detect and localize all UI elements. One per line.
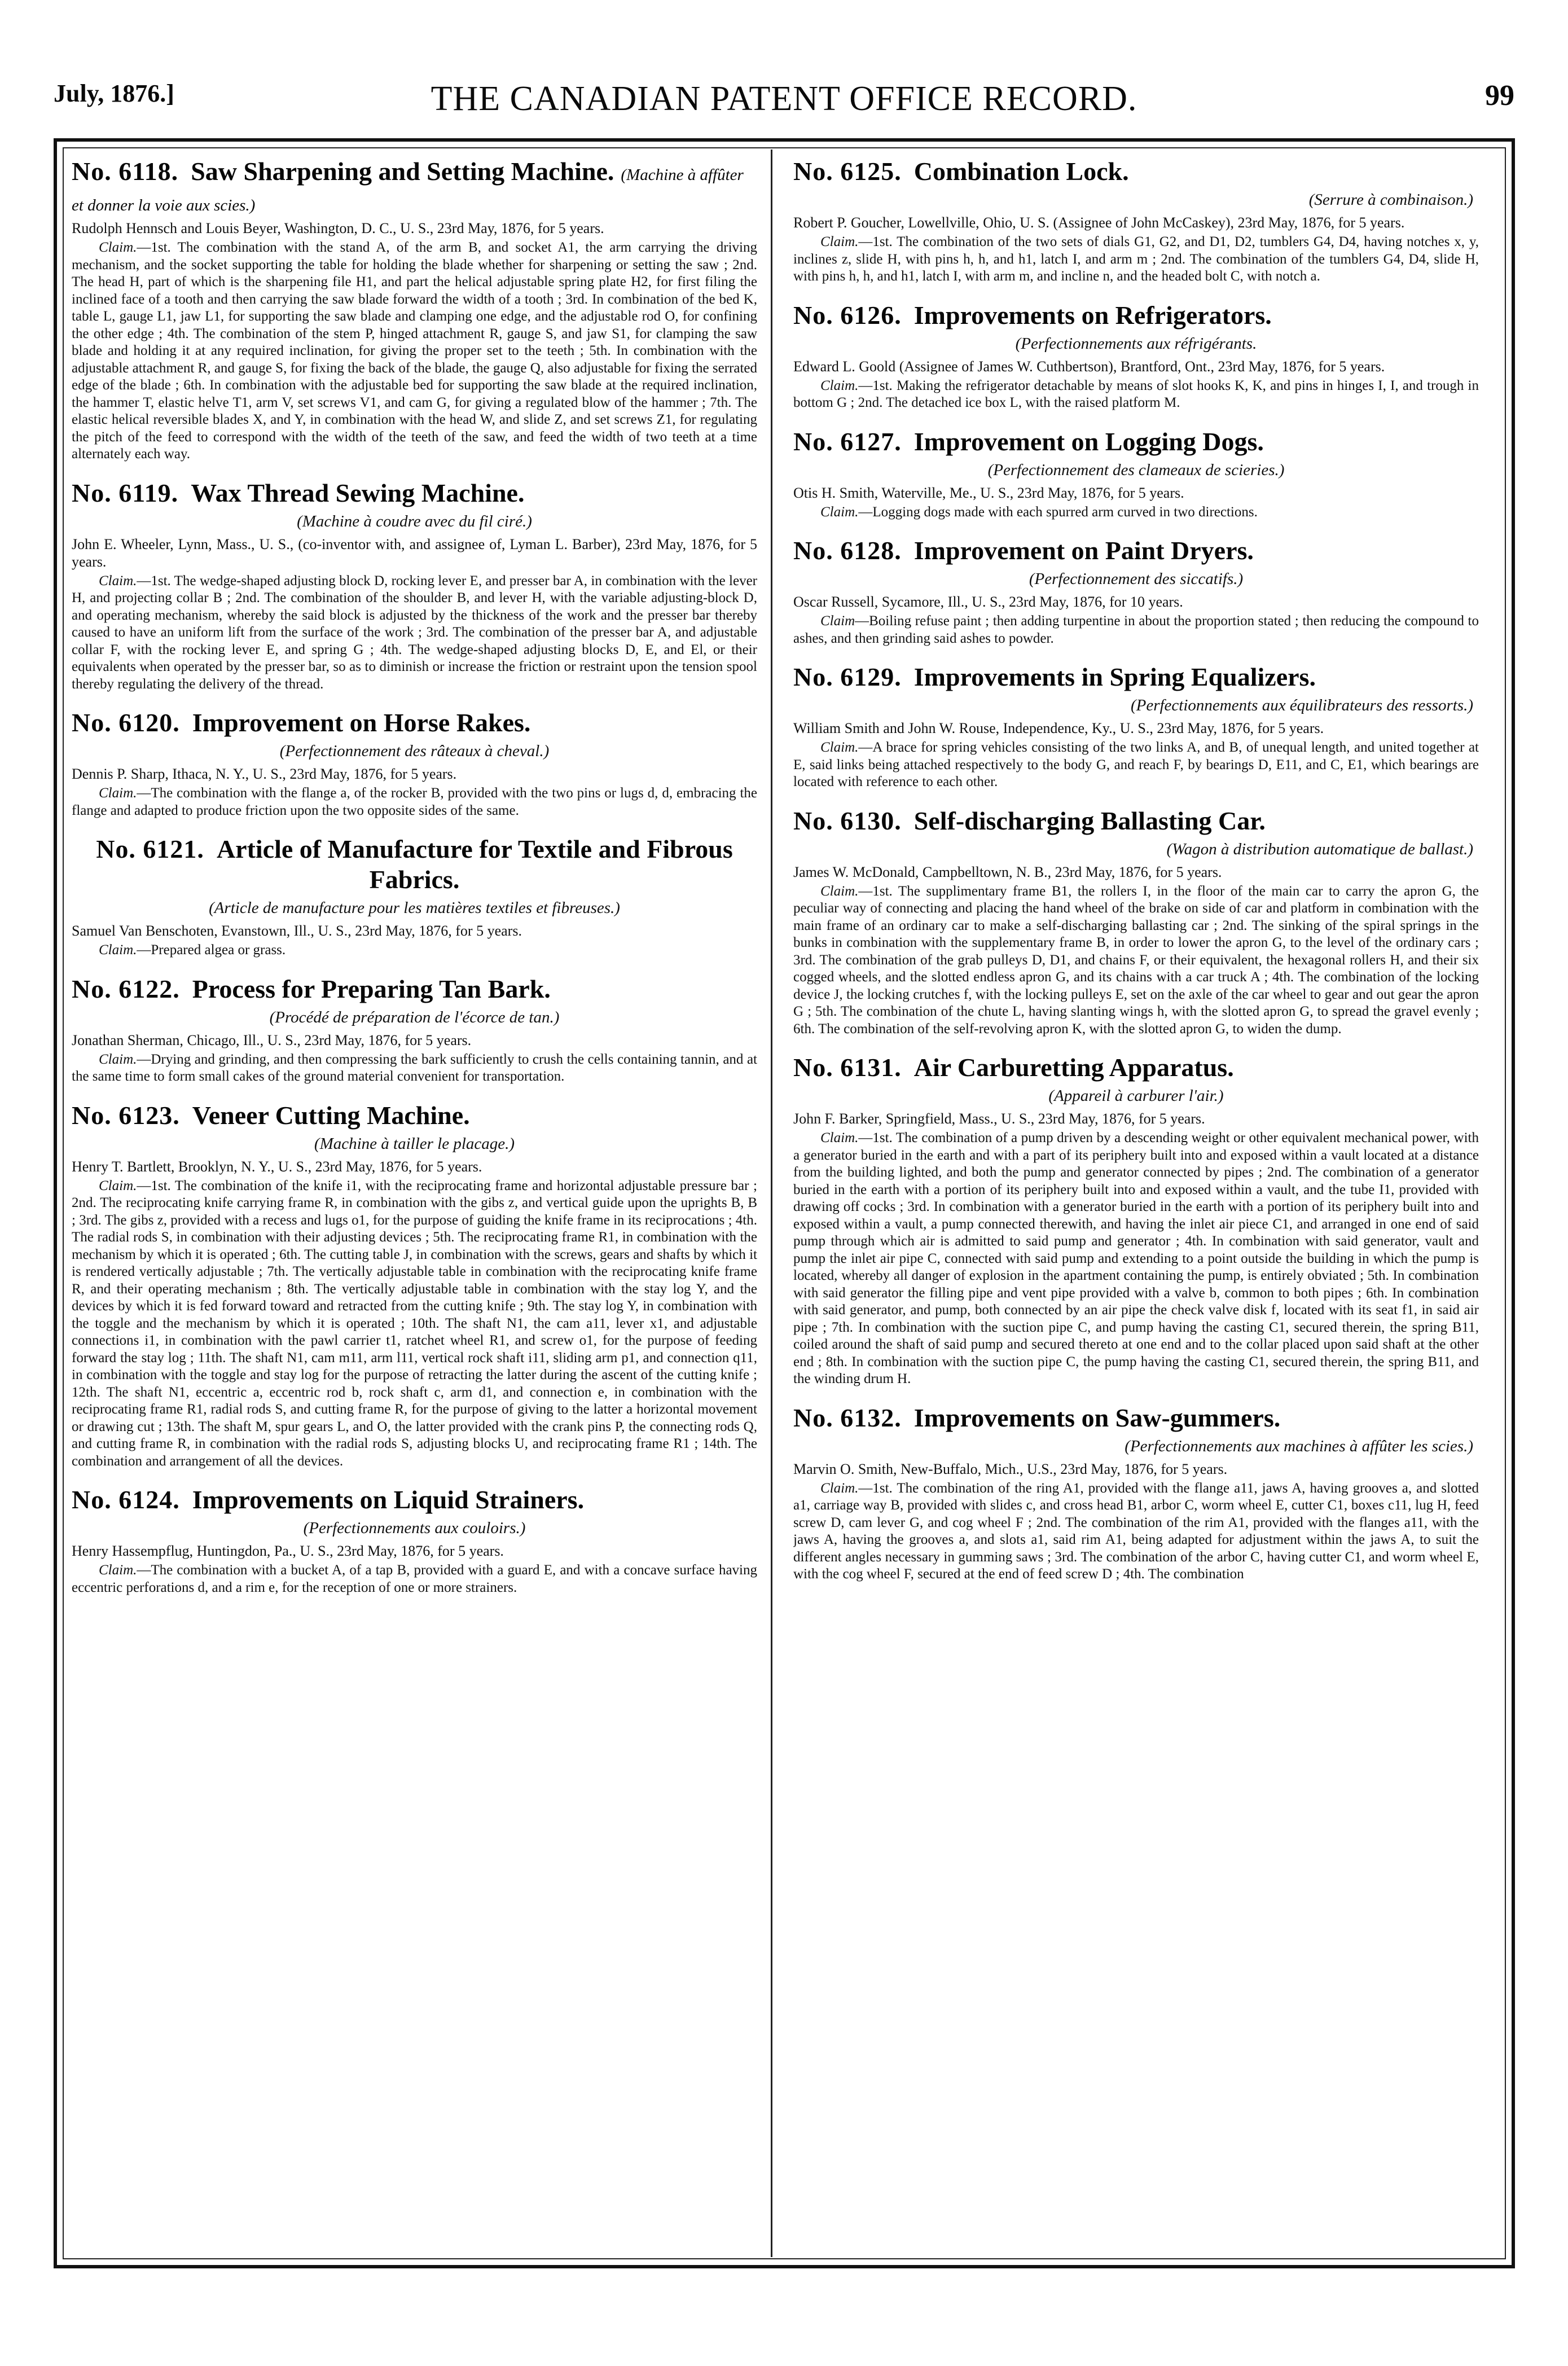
claim-label: Claim. [820,377,859,393]
claim-text [793,883,1479,1038]
patent-entry-6132 [793,1403,1479,1583]
patent-number: No. 6123. [72,1100,180,1130]
patent-number: No. 6128. [793,536,902,565]
claim-label: Claim. [99,785,137,801]
grantee-line: James W. McDonald, Campbelltown, N. B., 23rd May, 1876, for 5 years. [793,863,1222,880]
claim-text [793,234,1479,286]
entry-heading [793,427,1479,457]
patent-title: Improvements on Saw-gummers. [913,1403,1281,1432]
patent-number: No. 6131. [793,1053,902,1082]
claim-body: —The combination with the flange a, of the rocker B, provided with the two pins or lugs d, d, embracing the flange and adapted to produce friction upon the two opposite sides of the same. [72,785,757,818]
claim-body: —The combination with a bucket A, of a tap B, provided with a guard E, and with a concave surface having eccentric perforations d, and a rim e, for the reception of one or more strainers. [72,1562,757,1595]
patent-entry-6128 [793,535,1479,647]
claim-text [72,573,757,693]
entry-heading [72,834,757,895]
claim-text [72,239,757,463]
french-title: (Perfectionnement des clameaux de scieries.) [987,460,1285,479]
patent-title: Article of Manufacture for Textile and Fibrous Fabrics. [216,835,733,894]
entry-heading [793,535,1479,566]
entry-heading [793,1052,1479,1083]
patent-number: No. 6119. [72,478,179,507]
grantee-line: Edward L. Goold (Assignee of James W. Cuthbertson), Brantford, Ont., 23rd May, 1876, for 5 years. [793,358,1385,375]
french-title: (Machine à coudre avec du fil ciré.) [297,512,532,530]
patent-entry-6120 [72,708,757,819]
page-number: 99 [1485,80,1514,112]
patent-number: No. 6122. [72,974,180,1003]
grantee-line: Otis H. Smith, Waterville, Me., U. S., 23rd May, 1876, for 5 years. [793,484,1184,501]
claim-body: —1st. Making the refrigerator detachable by means of slot hooks K, K, and pins in hinges I, I, and trough in bottom G ; 2nd. The detached ice box L, with the raised platform M. [793,377,1479,410]
column-divider [771,150,772,2257]
patent-number: No. 6130. [793,806,902,835]
claim-body: —1st. The combination of the two sets of dials G1, G2, and D1, D2, tumblers G4, D4, having notches x, y, inclines z, slide H, with pins h, h, and h1, latch I, and arm m ; 2nd. The combination of the tumblers G4, D4, slide H, with pins h, h, and h1, latch I, with arm m, and incline n, and the headed bolt C, with notch a. [793,234,1479,284]
claim-body: —1st. The combination of a pump driven by a descending weight or other equivalent mechanical power, with a generator buried in the earth and with a part of its periphery built into and exposed within a vault located at a distance from the building lighted, and both the pump and generator connected by pipes ; 2nd. The combination of a generator buried in the earth with a portion of its periphery built into and exposed within a vault, and the tube I1, provided with drawing off cocks ; 3rd. In combination with a generator buried in the earth with a portion of its periphery built into and exposed within a vault, a pump connected therewith, and having the inlet air piece C1, and arranged in one end of said pump through which air is admitted to said pump and generator ; 4th. In combination with said generator, vault and pump the inlet air pipe C, connected with said pump and extending to a point outside the building in which the pump is located, whereby all danger of explosion in the apartment containing the pump, is entirely obviated ; 5th. In combination with said generator the filling pipe and vent pipe provided with a valve b, common to both pipes ; 6th. In combination with said generator, and pump, both connected by an air pipe the check valve disk f, located with its seat f1, in said air pipe ; 7th. In combination with the suction pipe C, and pump having the casting C1, secured therein, the spring B11, coiled around the shaft of said pump and secured thereto at one end and to the collar placed upon said shaft at the other end ; 8th. In combination with the suction pipe C, the pump having the casting C1, secured therein, the spring B11, and the winding drum H. [793,1130,1479,1386]
entry-heading [793,300,1479,331]
claim-text [793,377,1479,412]
patent-title: Improvements on Liquid Strainers. [192,1485,585,1514]
claim-text [793,613,1479,647]
patent-number: No. 6124. [72,1485,180,1514]
french-title: (Machine à tailler le placage.) [314,1134,515,1153]
french-title: (Perfectionnements aux couloirs.) [303,1519,526,1537]
patent-title: Self-discharging Ballasting Car. [913,806,1266,835]
claim-label: Claim. [820,883,859,899]
claim-label: Claim. [820,234,859,249]
claim-label: Claim. [820,1480,859,1496]
french-title: (Wagon à distribution automatique de ballast.) [1166,840,1473,858]
grantee-line: Henry Hassempflug, Huntingdon, Pa., U. S., 23rd May, 1876, for 5 years. [72,1543,504,1559]
claim-body: —1st. The supplimentary frame B1, the rollers I, in the floor of the main car to carry the apron G, the peculiar way of connecting and placing the hand wheel of the brake on side of car and platform in combination with the main frame of an ordinary car to make a self-discharging ballasting car ; 2nd. The sinking of the spiral springs in the bunks in combination with the supplementary frame B, in order to lower the apron G, to the level of the ordinary cars ; 3rd. The combination of the grab pulleys D, D1, and chains F, or their equivalent, the hexagonal rollers H, and their six cogged wheels, and the slotted endless apron G, and its chains with a car truck A ; 4th. The combination of the locking device J, the locking crutches f, with the locking pulleys E, set on the axle of the car wheel to gear and out gear the apron G ; 5th. The combination of the chute L, having slanting wings h, with the slotted apron G, to spread the gravel evenly ; 6th. The combination of the self-revolving apron K, with the slotted apron G, to widen the dump. [793,883,1479,1037]
patent-title: Improvements on Refrigerators. [913,300,1272,330]
grantee-line: Henry T. Bartlett, Brooklyn, N. Y., U. S., 23rd May, 1876, for 5 years. [72,1158,482,1175]
claim-label: Claim. [99,1051,137,1067]
entry-heading [793,1403,1479,1433]
french-title: (Perfectionnements aux réfrigérants. [1015,334,1257,353]
claim-body: —1st. The combination of the ring A1, provided with the flange a11, jaws A, having grooves a, and slotted a1, carriage way B, provided with slides c, and cross head B1, arbor C, worm wheel E, cutter C1, boxes c11, lug H, feed screw D, cam lever G, and cog wheel F ; 2nd. The combination of the rim A1, provided with the flanges a11, with the jaws A, having the grooves a, and slots a1, said rim A1, being adapted for adjustment within the jaws A, to suit the different angles necessary in gumming saws ; 3rd. The combination of the arbor C, having cutter C1, and worm wheel E, with the cog wheel F, secured at the end of feed screw D ; 4th. The combination [793,1480,1479,1582]
claim-body: —1st. The combination with the stand A, of the arm B, and socket A1, the arm carrying the driving mechanism, and the socket supporting the table for holding the blade whether for sharpening or setting the saw ; 2nd. The head H, part of which is the sharpening file H1, and part the helical adjustable spring plate H2, for first filing the inclined face of a tooth and then carrying the saw blade forward the width of a tooth ; 3rd. In combination of the bed K, table L, gauge L1, jaw L1, for supporting the saw blade and clamping one edge, and the adjustable rod O, for confining the other edge ; 4th. The combination of the stem P, hinged attachment R, gauge S, and jaw S1, for clamping the saw blade and holding it at any required inclination, for giving the proper set to the teeth ; 5th. In combination with the adjustable attachment R, and gauge S, for fixing the back of the blade, the gauge Q, also adjustable for fixing the serrated edge of the blade ; 6th. In combination with the adjustable bed for supporting the saw blade at the required inclination, the hammer T, elastic helve T1, arm V, set screws V1, and cam G, for giving a regulated blow of the hammer ; 7th. The elastic helical reversible blades X, and Y, in combination with the head W, and slide Z, and set screws Z1, for regulating the pitch of the feed to correspond with the width of the teeth of the saw, and feed the width of two teeth at a time alternately each way. [72,240,757,462]
claim-text [72,942,757,959]
claim-label: Claim. [820,1130,859,1145]
patent-number: No. 6127. [793,427,902,456]
claim-body: —Prepared algea or grass. [137,942,286,958]
patent-title: Process for Preparing Tan Bark. [192,974,551,1003]
patent-title: Saw Sharpening and Setting Machine. [191,157,614,186]
patent-number: No. 6129. [793,662,902,691]
patent-entry-6125 [793,156,1479,286]
grantee-line: Dennis P. Sharp, Ithaca, N. Y., U. S., 23rd May, 1876, for 5 years. [72,766,457,782]
grantee-line: Jonathan Sherman, Chicago, Ill., U. S., 23rd May, 1876, for 5 years. [72,1031,472,1048]
claim-text [72,1562,757,1596]
entry-heading [793,806,1479,836]
page-frame [54,138,1515,2268]
entry-heading [72,974,757,1004]
claim-text [72,785,757,819]
grantee-line: John F. Barker, Springfield, Mass., U. S., 23rd May, 1876, for 5 years. [793,1110,1205,1127]
grantee-line: William Smith and John W. Rouse, Independence, Ky., U. S., 23rd May, 1876, for 5 years. [793,720,1324,736]
grantee-line: Samuel Van Benschoten, Evanstown, Ill., U. S., 23rd May, 1876, for 5 years. [72,923,522,939]
patent-entry-6127 [793,427,1479,521]
entry-heading [72,1485,757,1515]
patent-title: Improvement on Paint Dryers. [913,536,1254,565]
patent-title: Combination Lock. [913,157,1129,186]
patent-number: No. 6118. [72,157,179,186]
entry-heading [72,1100,757,1131]
patent-entry-6122 [72,974,757,1086]
grantee-line: Oscar Russell, Sycamore, Ill., U. S., 23rd May, 1876, for 10 years. [793,594,1183,610]
grantee-line: Marvin O. Smith, New-Buffalo, Mich., U.S., 23rd May, 1876, for 5 years. [793,1460,1228,1477]
grantee-line: John E. Wheeler, Lynn, Mass., U. S., (co-inventor with, and assignee of, Lyman L. Barber), 23rd May, 1876, for 5 years. [72,535,757,570]
french-title: (Perfectionnement des râteaux à cheval.) [279,742,550,760]
claim-label: Claim [820,613,855,629]
claim-label: Claim. [820,740,859,755]
french-title: (Serrure à combinaison.) [1308,191,1473,209]
patent-number: No. 6132. [793,1403,902,1432]
claim-label: Claim. [820,504,859,520]
patent-entry-6121 [72,834,757,959]
patent-title: Improvements in Spring Equalizers. [913,662,1316,691]
patent-entry-6118 [72,156,757,463]
grantee-line: Robert P. Goucher, Lowellville, Ohio, U. S. (Assignee of John McCaskey), 23rd May, 1876, for 5 years. [793,214,1405,231]
claim-body: —A brace for spring vehicles consisting of the two links A, and B, of unequal length, and united together at E, said links being attached respectively to the body G, and reach F, by bearings D, E11, and C, E1, which bearings are located with reference to each other. [793,740,1479,789]
patent-title: Wax Thread Sewing Machine. [191,478,525,507]
french-title: (Perfectionnements aux machines à affûter les scies.) [1125,1437,1473,1455]
patent-title: Veneer Cutting Machine. [192,1100,470,1130]
french-title: (Machine à affûter et donner la voie aux scies.) [72,166,744,214]
claim-body: —1st. The wedge-shaped adjusting block D, rocking lever E, and presser bar A, in combination with the lever H, and projecting collar B ; 2nd. The combination of the shoulder B, and lever H, with the variable adjusting-block D, and operating mechanism, whereby the said block is adjusted by the thickness of the work and the presser bar thereby caused to have an uniform lift from the surface of the work ; 3rd. The combination of the presser bar A, and adjustable collar F, with the rocking lever E, and spring G ; 4th. The wedge-shaped adjusting blocks D, E, and El, or their equivalents when operated by the presser bar, so as to diminish or increase the friction or restraint upon the tension spool thereby regulating the delivery of the thread. [72,573,757,692]
issue-date: July, 1876.] [54,80,174,107]
patent-entry-6129 [793,662,1479,791]
french-title: (Procédé de préparation de l'écorce de tan.) [269,1008,560,1026]
patent-title: Improvement on Logging Dogs. [913,427,1264,456]
claim-label: Claim. [99,240,137,255]
claim-label: Claim. [99,1178,137,1193]
patent-entry-6124 [72,1485,757,1596]
french-title: (Appareil à carburer l'air.) [1048,1087,1224,1105]
patent-entry-6123 [72,1100,757,1470]
entry-heading [72,156,757,217]
entry-heading [793,662,1479,692]
running-head [54,68,1514,124]
entry-heading [72,478,757,508]
left-column [72,156,757,1611]
entry-heading [793,156,1479,187]
claim-body: —Logging dogs made with each spurred arm curved in two directions. [858,504,1258,520]
right-column [793,156,1479,1598]
patent-number: No. 6120. [72,708,180,737]
patent-entry-6131 [793,1052,1479,1388]
patent-entry-6126 [793,300,1479,412]
claim-text [793,504,1479,521]
patent-number: No. 6121. [96,835,204,863]
french-title: (Perfectionnements aux équilibrateurs des ressorts.) [1130,696,1473,714]
claim-text [793,1130,1479,1388]
french-title: (Perfectionnement des siccatifs.) [1029,570,1244,588]
claim-label: Claim. [99,1562,137,1578]
claim-body: —Boiling refuse paint ; then adding turpentine in about the proportion stated ; then reducing the compound to ashes, and then grinding said ashes to powder. [793,613,1479,646]
claim-body: —Drying and grinding, and then compressing the bark sufficiently to crush the cells containing tannin, and at the same time to form small cakes of the ground material convenient for transportation. [72,1051,757,1084]
claim-text [793,739,1479,791]
patent-entry-6119 [72,478,757,693]
claim-label: Claim. [99,573,137,589]
claim-text [793,1480,1479,1583]
french-title: (Article de manufacture pour les matières textiles et fibreuses.) [209,899,620,917]
patent-number: No. 6125. [793,157,902,186]
patent-entry-6130 [793,806,1479,1038]
publication-title: THE CANADIAN PATENT OFFICE RECORD. [431,80,1137,118]
claim-label: Claim. [99,942,137,958]
claim-body: —1st. The combination of the knife i1, with the reciprocating frame and horizontal adjustable pressure bar ; 2nd. The reciprocating knife carrying frame R, in combination with the gibs z, and vertical guide upon the uprights B, B ; 3rd. The gibs z, provided with a recess and lugs o1, for the purpose of guiding the knife frame in its reciprocations ; 4th. The radial rods S, in combination with their adjusting devices ; 5th. The reciprocating frame R1, in combination with the mechanism by which it is operated ; 6th. The cutting table J, in combination with the screws, gears and shafts by which it is rendered vertically adjustable ; 7th. The vertically adjustable table in combination with the reciprocating knife frame R, and their operating mechanism ; 8th. The vertically adjustable table in combination with the stay log Y, and the devices by which it is fed forward toward and retracted from the cutting knife ; 9th. The stay log Y, in combination with the toggle and the mechanism by which it is operated ; 10th. The shaft N1, the cam a11, lever x1, and adjustable connections i1, in combination with the pawl carrier t1, ratchet wheel R1, and screw o1, for the purpose of feeding forward the stay log ; 11th. The shaft N1, cam m11, arm l11, vertical rock shaft i11, sliding arm p1, and connection q11, in combination with the toggle and stay log for the purpose of retracting the latter during the ascent of the cutting knife ; 12th. The shaft N1, eccentric a, eccentric rod b, rock shaft c, arm d1, and connection e, in combination with the reciprocating frame R1, radial rods S, and cutting frame R, for the purpose of giving to the latter a horizontal movement or drawing cut ; 13th. The shaft M, spur gears L, and O, the latter provided with the crank pins P, the connecting rods Q, and cutting frame R, in combination with the radial rods S, adjusting blocks U, and reciprocating frame R1 ; 14th. The combination and arrangement of all the devices. [72,1178,757,1469]
claim-text [72,1051,757,1086]
entry-heading [72,708,757,738]
claim-text [72,1178,757,1470]
patent-number: No. 6126. [793,300,902,330]
patent-title: Improvement on Horse Rakes. [192,708,531,737]
grantee-line: Rudolph Hennsch and Louis Beyer, Washington, D. C., U. S., 23rd May, 1876, for 5 years. [72,220,604,236]
patent-title: Air Carburetting Apparatus. [913,1053,1234,1082]
